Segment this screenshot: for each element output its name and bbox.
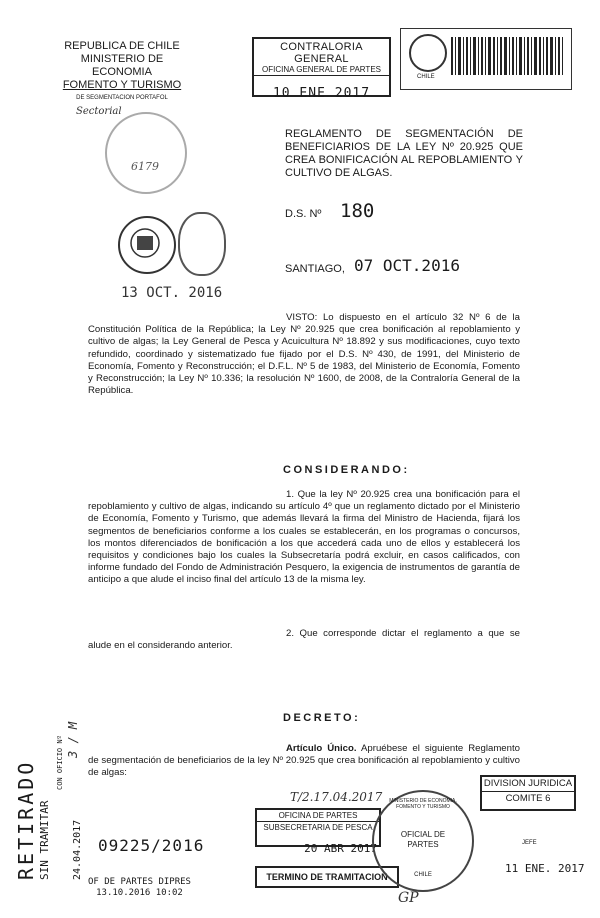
ministry-header — [62, 40, 182, 118]
barcode-icon — [451, 37, 566, 77]
initials: GP — [398, 890, 419, 906]
visto-paragraph: VISTO: Lo dispuesto en el artículo 32 Nº 6 de la Constitución Política de la República; la Ley Nº 20.925 que crea bonificación al repoblamiento y cultivo de algas; la Ley General de Pesca y Acuicultura Nº 18.892 y sus modificaciones, cuyo texto refundido, coordinado y sistematizado fue fijado por el D.S. Nº 430, de 1991, del Ministerio de Economía, Fomento y Reconstrucción; el D.F.L. Nº 5 de 1983, del Ministerio de Economía, Fomento y Reconstrucción; la Ley Nº 10.336; la resolución Nº 1600, de 2008, de la Contraloría General de la República. — [88, 312, 520, 397]
header-line-3: FOMENTO Y TURISMO — [62, 79, 182, 91]
header-line-4: DE SEGMENTACION PORTAFOL — [76, 95, 168, 101]
ds-number: 180 — [340, 200, 375, 222]
retirado-line-2: SIN TRAMITAR — [38, 800, 51, 880]
termino-tramitacion: TERMINO DE TRAMITACION — [255, 866, 399, 888]
division-jefe: JEFE — [522, 840, 537, 846]
contraloria-date: 10 ENE 2017 — [272, 86, 371, 101]
santiago-date: 07 OCT.2016 — [354, 256, 460, 275]
santiago-label: SANTIAGO, — [285, 263, 345, 275]
document-title: REGLAMENTO DE SEGMENTACIÓN DE BENEFICIARIOS DE LA LEY Nº 20.925 QUE CREA BONIFICACIÓN AL REPOBLAMIENTO Y CULTIVO DE ALGAS. — [285, 128, 523, 179]
considerando-2: 2. Que corresponde dictar el reglamento a que se alude en el considerando anterior. — [88, 628, 520, 652]
considerando-1: 1. Que la ley Nº 20.925 crea una bonificación para el repoblamiento y cultivo de algas, indicando su artículo 4º que un reglamento dictado por el Ministerio de Economía, Fomento y Turismo, que además llevará la firma del Ministro de Hacienda, fijará los segmentos de beneficiarios conforme a los cuales se establecerán, en los programas o concursos, los montos diferenciados de bonificación a los que accederá cada uno de ellos y establecerá los requisitos y condiciones bajo los cuales la Subsecretaría podrá excluir, en casos calificados, con informe fundado del Fondo de Administración Pesquero, la exigencia de instrumentos de garantía de anticipo a que alude el inciso final del artículo 13 de la misma ley. — [88, 489, 520, 586]
contraloria-stamp — [252, 37, 391, 101]
division-line-2: COMITE 6 — [482, 791, 574, 806]
oficial-partes-seal — [372, 790, 474, 892]
retirado-line-3: CON OFICIO Nº — [56, 735, 64, 790]
header-handwritten: Sectorial — [76, 106, 122, 117]
header-line-2: MINISTERIO DE ECONOMIA — [80, 53, 164, 78]
barcode-label — [400, 28, 572, 90]
contraloria-title: CONTRALORIA GENERAL — [280, 41, 363, 65]
left-date-stamp: 13 OCT. 2016 — [121, 285, 223, 301]
dipres-line-1: OF DE PARTES DIPRES — [88, 877, 191, 887]
header-line-1: REPUBLICA DE CHILE — [64, 40, 180, 52]
oficial-seal-ring: MINISTERIO DE ECONOMIA, FOMENTO Y TURISMO — [389, 798, 457, 810]
division-date: 11 ENE. 2017 — [505, 862, 585, 875]
handwritten-date: T/2.17.04.2017 — [290, 790, 383, 804]
division-line-1: DIVISION JURIDICA — [483, 778, 573, 789]
oficina-line-1: OFICINA DE PARTES — [257, 810, 379, 822]
retirado-stamp — [14, 710, 94, 885]
dipres-line-2: 13.10.2016 10:02 — [96, 888, 183, 898]
ministry-seal — [118, 216, 176, 274]
division-juridica-stamp — [480, 775, 576, 811]
ds-label: D.S. Nº — [285, 208, 322, 220]
signature-seal — [178, 212, 226, 276]
chile-seal-label: CHILE — [417, 74, 435, 80]
retirado-hand: 3 / M — [66, 721, 80, 758]
articulo-text: Apruébese el siguiente Reglamento de segmentación de beneficiarios de la ley Nº 20.925 que crea bonificación al repoblamiento y cultivo de algas: — [88, 743, 520, 779]
seal-number: 6179 — [131, 160, 159, 173]
coat-of-arms-icon — [120, 218, 174, 272]
retirado-line-1: RETIRADO — [14, 759, 38, 880]
oficina-line-2: SUBSECRETARIA DE PESCA — [263, 823, 373, 832]
retirado-date: 24.04.2017 — [72, 819, 83, 880]
considerando-heading: CONSIDERANDO: — [283, 464, 410, 476]
chile-seal — [409, 34, 447, 80]
received-seal — [105, 112, 187, 194]
oficial-seal-center: OFICIAL DE PARTES — [400, 830, 446, 849]
oficina-date: 20 ABR 2017 — [304, 842, 377, 855]
articulo-unico — [88, 743, 520, 780]
articulo-label: Artículo Único. — [286, 743, 357, 754]
oficial-seal-country: CHILE — [414, 872, 432, 878]
reference-number: 09225/2016 — [98, 836, 205, 855]
contraloria-subtitle: OFICINA GENERAL DE PARTES — [254, 65, 389, 76]
decreto-heading: DECRETO: — [283, 712, 361, 724]
dipres-stamp — [88, 877, 191, 899]
